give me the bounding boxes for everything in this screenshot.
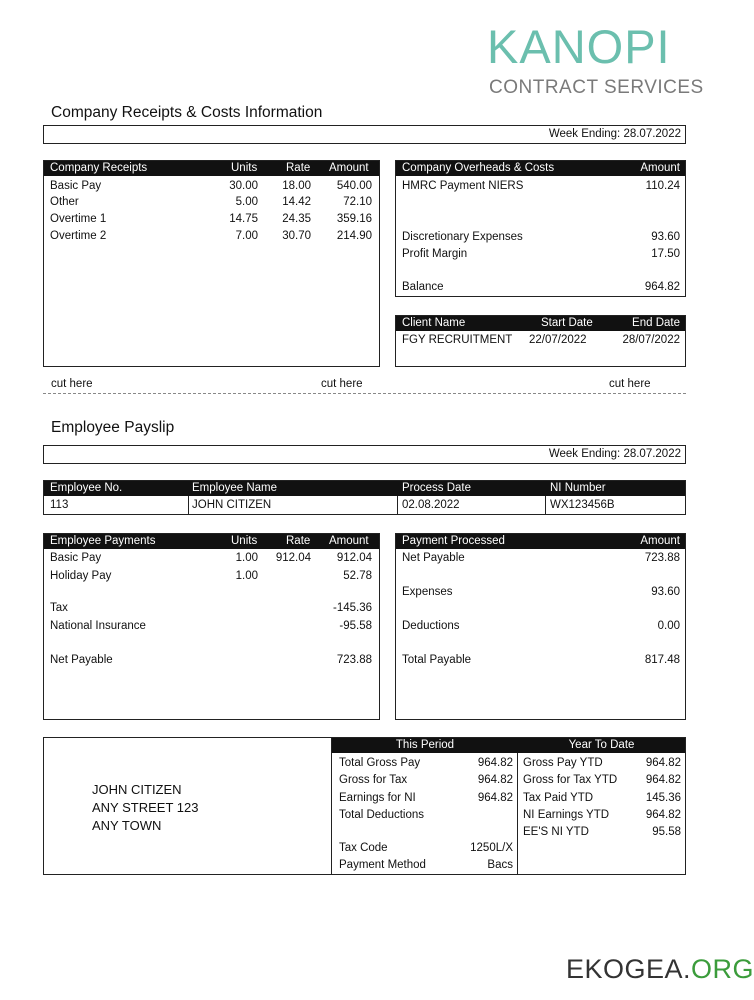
header-cell: Units [231, 162, 258, 174]
header-cell: Company Overheads & Costs [402, 162, 555, 174]
header-cell: Amount [640, 162, 680, 174]
row-amount: 214.90 [336, 230, 372, 242]
row-units: 30.00 [229, 180, 258, 192]
payment-processed-table [395, 533, 686, 720]
employee-number: 113 [50, 499, 69, 511]
header-cell: End Date [632, 317, 680, 329]
row-label: Overtime 2 [50, 230, 107, 242]
row-label: Basic Pay [50, 180, 102, 192]
row-value: 964.82 [645, 809, 681, 821]
row-amount: 817.48 [644, 654, 680, 666]
watermark-suffix: ORG [691, 954, 754, 984]
header-cell: Rate [286, 162, 311, 174]
company-logo-subtitle: CONTRACT SERVICES [489, 77, 704, 98]
employee-address [92, 781, 198, 835]
table-row [396, 584, 685, 600]
ekogea-watermark [566, 954, 754, 985]
row-amount: 110.24 [645, 180, 680, 192]
table-row [396, 618, 685, 634]
table-row [396, 279, 685, 295]
employee-payments-table [43, 533, 380, 720]
header-cell: Client Name [402, 317, 466, 329]
row-amount: 723.88 [644, 552, 680, 564]
row-amount: 17.50 [651, 248, 680, 260]
row-amount: 964.82 [644, 281, 680, 293]
row-label: Overtime 1 [50, 213, 107, 225]
this-period-header [332, 738, 518, 753]
row-rate: 30.70 [282, 230, 311, 242]
row-units: 1.00 [235, 570, 258, 582]
address-line: JOHN CITIZEN [92, 782, 182, 797]
table-row [396, 550, 685, 566]
table-row [518, 755, 685, 771]
payslip-week-ending-bar [43, 445, 686, 464]
payslip-title: Employee Payslip [51, 419, 175, 436]
table-row [44, 652, 379, 668]
row-label: Gross for Tax [339, 774, 408, 786]
row-label: Other [50, 196, 79, 208]
row-value: 145.36 [645, 792, 681, 804]
table-row [518, 772, 685, 788]
row-amount: -95.58 [339, 620, 372, 632]
row-label: Net Payable [402, 552, 465, 564]
row-amount: 0.00 [657, 620, 680, 632]
row-units: 7.00 [235, 230, 258, 242]
header-cell: Start Date [541, 317, 593, 329]
row-amount: 72.10 [343, 196, 372, 208]
row-amount: 52.78 [343, 570, 372, 582]
header-cell: Process Date [402, 482, 472, 494]
row-amount: 540.00 [336, 180, 372, 192]
header-cell: Employee Name [192, 482, 278, 494]
row-label: Total Payable [402, 654, 472, 666]
row-amount: -145.36 [332, 602, 372, 614]
payslip-summary-box [43, 737, 686, 875]
header-cell: NI Number [550, 482, 606, 494]
row-value: 964.82 [645, 757, 681, 769]
row-rate: 912.04 [275, 552, 311, 564]
row-value: 964.82 [477, 757, 513, 769]
table-row [44, 228, 379, 244]
header-cell: Employee No. [50, 482, 123, 494]
client-table [395, 315, 686, 367]
table-row [44, 497, 685, 513]
table-row [518, 807, 685, 823]
table-row [44, 194, 379, 210]
table-row [332, 807, 518, 823]
row-label: Total Gross Pay [339, 757, 421, 769]
row-rate: 14.42 [282, 196, 311, 208]
row-rate: 24.35 [282, 213, 311, 225]
cut-line [43, 393, 686, 394]
client-name: FGY RECRUITMENT [402, 334, 513, 346]
row-label: HMRC Payment NIERS [402, 180, 524, 192]
year-to-date-title: Year To Date [568, 739, 635, 751]
header-cell: Employee Payments [50, 535, 156, 547]
company-week-ending-bar [43, 125, 686, 144]
table-row [332, 755, 518, 771]
row-label: Tax Code [339, 842, 388, 854]
header-cell: Payment Processed [402, 535, 505, 547]
year-to-date-header [518, 738, 685, 753]
table-header [396, 316, 685, 331]
row-label: Tax Paid YTD [523, 792, 594, 804]
watermark-main: EKOGEA. [566, 954, 692, 984]
client-end-date: 28/07/2022 [622, 334, 680, 346]
row-label: Holiday Pay [50, 570, 112, 582]
table-header [44, 161, 379, 176]
row-label: National Insurance [50, 620, 146, 632]
row-label: Balance [402, 281, 444, 293]
table-row [44, 568, 379, 584]
table-row [44, 550, 379, 566]
row-value: 964.82 [477, 774, 513, 786]
row-label: EE'S NI YTD [523, 826, 589, 838]
cut-here-label: cut here [609, 378, 651, 390]
table-row [44, 178, 379, 194]
header-cell: Amount [329, 535, 369, 547]
table-header [44, 534, 379, 549]
company-overheads-table [395, 160, 686, 297]
row-units: 5.00 [235, 196, 258, 208]
table-row [332, 790, 518, 806]
company-logo: KANOPI [487, 20, 671, 73]
this-period-panel [332, 738, 518, 875]
table-row [44, 211, 379, 227]
header-cell: Units [231, 535, 258, 547]
employee-name: JOHN CITIZEN [192, 499, 272, 511]
row-label: Gross Pay YTD [523, 757, 603, 769]
table-row [396, 178, 685, 194]
row-value: 964.82 [477, 792, 513, 804]
this-period-title: This Period [395, 739, 455, 751]
table-row [44, 600, 379, 616]
table-row [396, 246, 685, 262]
table-row [332, 772, 518, 788]
row-rate: 18.00 [282, 180, 311, 192]
company-section-title: Company Receipts & Costs Information [51, 104, 323, 121]
row-label: Tax [50, 602, 68, 614]
table-header [396, 534, 685, 549]
table-row [44, 618, 379, 634]
row-amount: 93.60 [651, 586, 680, 598]
row-amount: 723.88 [336, 654, 372, 666]
address-line: ANY TOWN [92, 818, 162, 833]
row-label: Discretionary Expenses [402, 231, 523, 243]
header-cell: Amount [329, 162, 369, 174]
process-date: 02.08.2022 [402, 499, 460, 511]
table-row [332, 840, 518, 856]
row-label: Total Deductions [339, 809, 425, 821]
row-value: 95.58 [652, 826, 681, 838]
address-line: ANY STREET 123 [92, 800, 199, 815]
row-amount: 912.04 [336, 552, 372, 564]
row-label: Deductions [402, 620, 460, 632]
row-amount: 359.16 [336, 213, 372, 225]
row-label: Profit Margin [402, 248, 468, 260]
row-value: 964.82 [645, 774, 681, 786]
table-row [518, 790, 685, 806]
row-value: 1250L/X [470, 842, 513, 854]
table-row [518, 824, 685, 840]
header-cell: Rate [286, 535, 311, 547]
row-units: 14.75 [229, 213, 258, 225]
row-units: 1.00 [235, 552, 258, 564]
client-start-date: 22/07/2022 [529, 334, 587, 346]
header-cell: Company Receipts [50, 162, 148, 174]
table-row [332, 857, 518, 873]
year-to-date-panel [518, 738, 685, 875]
row-value: Bacs [487, 859, 513, 871]
cut-here-label: cut here [321, 378, 363, 390]
row-amount: 93.60 [651, 231, 680, 243]
row-label: Earnings for NI [339, 792, 416, 804]
row-label: Gross for Tax YTD [523, 774, 618, 786]
header-cell: Amount [640, 535, 680, 547]
company-receipts-table [43, 160, 380, 367]
ni-number: WX123456B [550, 499, 615, 511]
row-label: Net Payable [50, 654, 113, 666]
row-label: Basic Pay [50, 552, 102, 564]
employee-info-table [43, 480, 686, 515]
table-header [44, 481, 685, 496]
table-row [396, 229, 685, 245]
table-header [396, 161, 685, 176]
row-label: Expenses [402, 586, 453, 598]
row-label: NI Earnings YTD [523, 809, 610, 821]
week-ending-label: Week Ending: 28.07.2022 [548, 128, 681, 140]
table-row [396, 332, 685, 348]
table-row [396, 652, 685, 668]
cut-here-label: cut here [51, 378, 93, 390]
week-ending-label: Week Ending: 28.07.2022 [548, 448, 681, 460]
row-label: Payment Method [339, 859, 426, 871]
